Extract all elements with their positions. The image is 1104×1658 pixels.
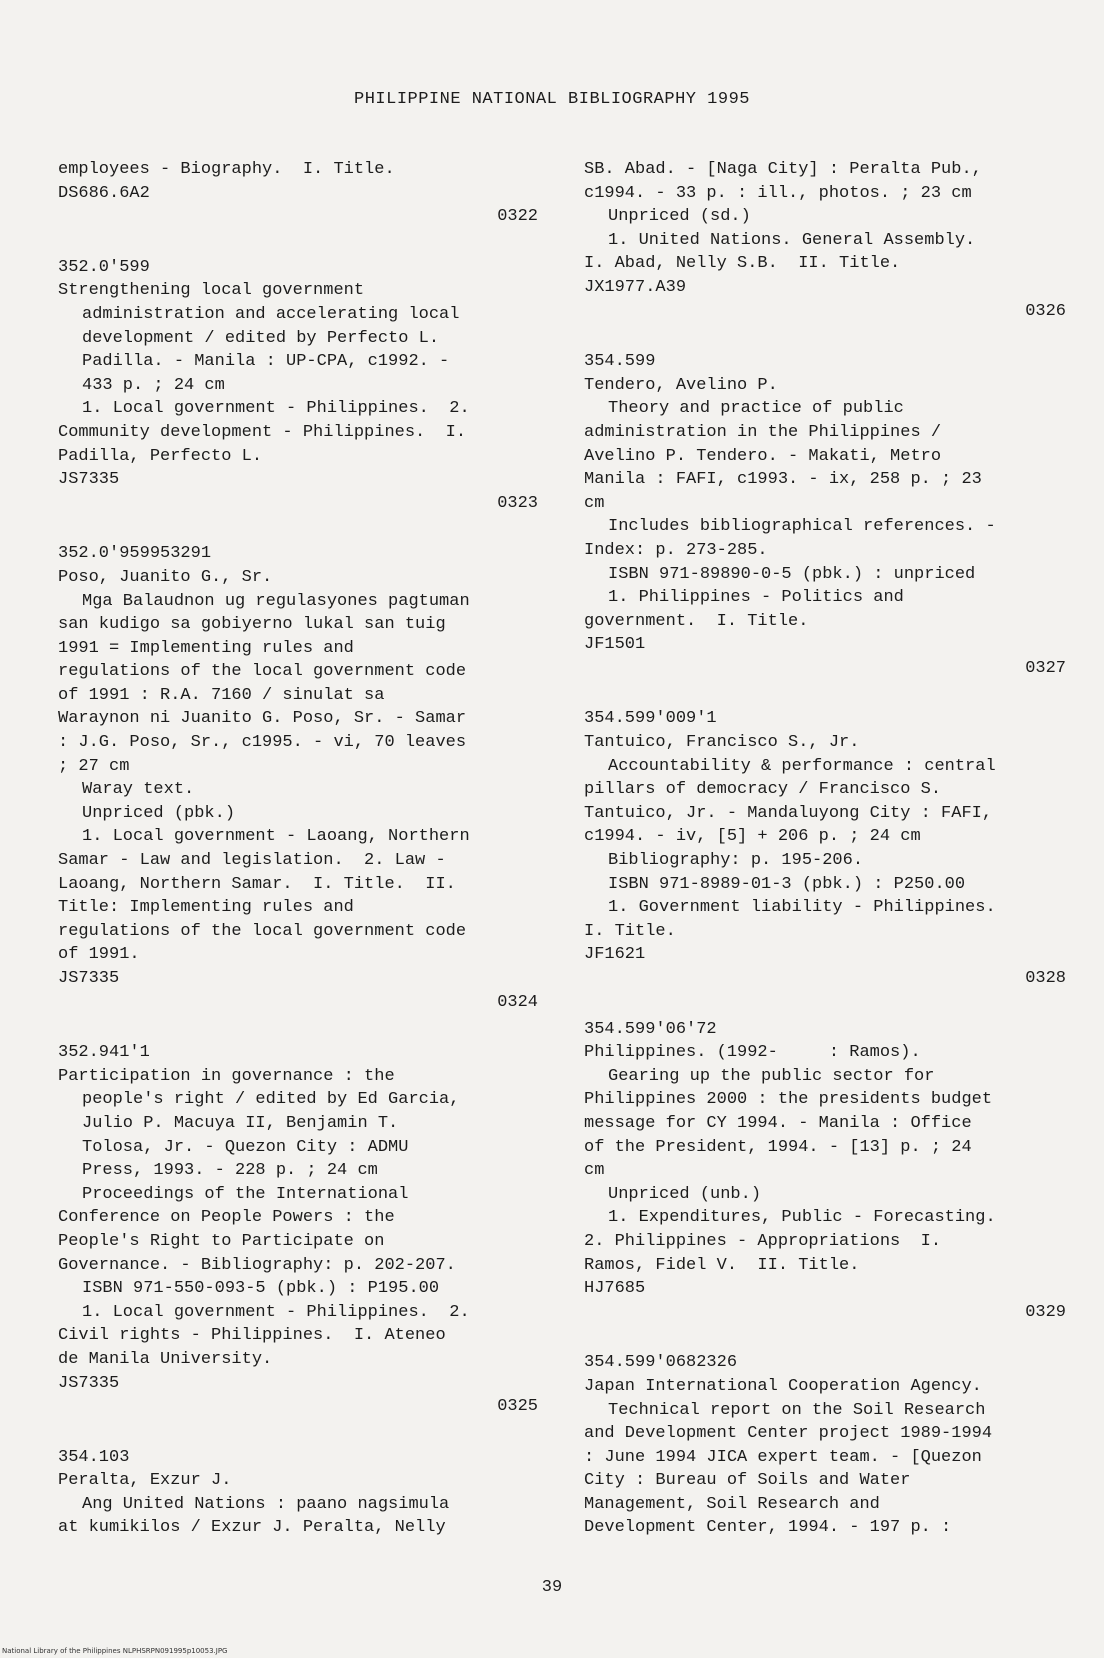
text-line: government. I. Title. bbox=[584, 611, 809, 631]
text-line: ISBN 971-550-093-5 (pbk.) : P195.00 bbox=[82, 1279, 440, 1299]
text-line: at kumikilos / Exzur J. Peralta, Nelly bbox=[58, 1518, 446, 1538]
text-line: 1. Expenditures, Public - Forecasting. bbox=[608, 1208, 996, 1228]
text-line: ISBN 971-8989-01-3 (pbk.) : P250.00 bbox=[608, 874, 966, 894]
call-number: JS7335 bbox=[58, 1373, 120, 1393]
entry-heading: Tendero, Avelino P. bbox=[584, 375, 778, 395]
text-line: 1. Local government - Philippines. 2. bbox=[82, 1302, 470, 1322]
entry-heading: Peralta, Exzur J. bbox=[58, 1471, 232, 1491]
entry-heading: Strengthening local government bbox=[58, 281, 365, 301]
text-line: Avelino P. Tendero. - Makati, Metro bbox=[584, 446, 942, 466]
text-line: Community development - Philippines. I. bbox=[58, 422, 467, 442]
text-line: Management, Soil Research and bbox=[584, 1494, 880, 1514]
text-line: Manila : FAFI, c1993. - ix, 258 p. ; 23 bbox=[584, 470, 982, 490]
text-line: Proceedings of the International bbox=[82, 1184, 409, 1204]
text-line: administration and accelerating local bbox=[82, 304, 460, 324]
text-line: City : Bureau of Soils and Water bbox=[584, 1471, 911, 1491]
text-line: I. Abad, Nelly S.B. II. Title. bbox=[584, 254, 901, 274]
text-line: Tolosa, Jr. - Quezon City : ADMU bbox=[82, 1137, 409, 1157]
text-line: Unpriced (pbk.) bbox=[82, 803, 236, 823]
text-line: people's right / edited by Ed Garcia, bbox=[82, 1090, 460, 1110]
scan-footer: National Library of the Philippines NLPHSRPN091995p10053.JPG bbox=[2, 1647, 228, 1655]
text-line: ; 27 cm bbox=[58, 756, 130, 776]
text-line: regulations of the local government code bbox=[58, 662, 467, 682]
text-line: Tantuico, Jr. - Mandaluyong City : FAFI, bbox=[584, 803, 993, 823]
entry-heading: Poso, Juanito G., Sr. bbox=[58, 567, 273, 587]
text-line: of the President, 1994. - [13] p. ; 24 bbox=[584, 1137, 972, 1157]
entry-number: 0328 bbox=[1025, 969, 1066, 988]
text-line: c1994. - iv, [5] + 206 p. ; 24 cm bbox=[584, 827, 921, 847]
entry-number: 0324 bbox=[497, 992, 538, 1012]
text-line: Philippines 2000 : the presidents budget bbox=[584, 1090, 993, 1110]
text-line: Ramos, Fidel V. II. Title. bbox=[584, 1255, 860, 1275]
classification-number: 354.599'0682326 bbox=[584, 1353, 738, 1373]
text-line: cm bbox=[584, 1161, 605, 1181]
text-line: Includes bibliographical references. - bbox=[608, 517, 996, 537]
text-line: Conference on People Powers : the bbox=[58, 1208, 395, 1228]
text-line: 1. Local government - Philippines. 2. bbox=[82, 399, 470, 419]
page-number: 39 bbox=[541, 1578, 563, 1597]
text-line: Technical report on the Soil Research bbox=[608, 1400, 986, 1420]
call-number: HJ7685 bbox=[584, 1279, 646, 1299]
text-line: Theory and practice of public bbox=[608, 399, 904, 419]
entry-number: 0327 bbox=[1025, 658, 1066, 678]
text-line: Padilla, Perfecto L. bbox=[58, 446, 263, 466]
text-line: People's Right to Participate on bbox=[58, 1231, 385, 1251]
text-line: 1991 = Implementing rules and bbox=[58, 638, 354, 658]
text-line: Accountability & performance : central bbox=[608, 756, 996, 776]
text-line: Title: Implementing rules and bbox=[58, 898, 354, 918]
text-line: regulations of the local government code bbox=[58, 921, 467, 941]
text-line: 2. Philippines - Appropriations I. bbox=[584, 1231, 942, 1251]
text-line: of 1991. bbox=[58, 945, 140, 965]
classification-number: 352.941'1 bbox=[58, 1043, 150, 1063]
text-line: Governance. - Bibliography: p. 202-207. bbox=[58, 1255, 456, 1275]
text-line: Index: p. 273-285. bbox=[584, 540, 768, 560]
entry-number: 0322 bbox=[497, 207, 538, 227]
text-line: san kudigo sa gobiyerno lukal san tuig bbox=[58, 615, 446, 635]
text-line: development / edited by Perfecto L. bbox=[82, 328, 440, 348]
classification-number: 354.599'009'1 bbox=[584, 709, 717, 729]
classification-number: 354.599'06'72 bbox=[584, 1019, 717, 1039]
call-number: JS7335 bbox=[58, 969, 120, 988]
text-line: Waray text. bbox=[82, 780, 195, 800]
text-line: : June 1994 JICA expert team. - [Quezon bbox=[584, 1447, 982, 1467]
text-line: Unpriced (unb.) bbox=[608, 1184, 762, 1204]
page-header: PHILIPPINE NATIONAL BIBLIOGRAPHY 1995 bbox=[354, 90, 750, 109]
entry-number: 0323 bbox=[497, 493, 538, 513]
text-line: de Manila University. bbox=[58, 1349, 273, 1369]
text-line: administration in the Philippines / bbox=[584, 422, 942, 442]
call-number: DS686.6A2 bbox=[58, 183, 150, 203]
classification-number: 354.103 bbox=[58, 1447, 130, 1467]
text-line: 1. Government liability - Philippines. bbox=[608, 898, 996, 918]
text-line: Padilla. - Manila : UP-CPA, c1992. - bbox=[82, 352, 450, 372]
text-line: Bibliography: p. 195-206. bbox=[608, 851, 864, 871]
text-line: 1. United Nations. General Assembly. bbox=[608, 230, 976, 250]
classification-number: 352.0'599 bbox=[58, 257, 150, 277]
entry-number: 0325 bbox=[497, 1397, 538, 1417]
text-line: Press, 1993. - 228 p. ; 24 cm bbox=[82, 1161, 378, 1181]
text-line: Samar - Law and legislation. 2. Law - bbox=[58, 851, 446, 871]
text-line: 1. Philippines - Politics and bbox=[608, 588, 904, 608]
entry-heading: Tantuico, Francisco S., Jr. bbox=[584, 733, 860, 753]
text-line: Laoang, Northern Samar. I. Title. II. bbox=[58, 874, 456, 894]
text-line: 1. Local government - Laoang, Northern bbox=[82, 827, 470, 847]
text-line: SB. Abad. - [Naga City] : Peralta Pub., bbox=[584, 160, 982, 179]
text-line: message for CY 1994. - Manila : Office bbox=[584, 1113, 972, 1133]
text-line: Gearing up the public sector for bbox=[608, 1066, 935, 1086]
text-line: employees - Biography. I. Title. bbox=[58, 160, 395, 179]
text-line: of 1991 : R.A. 7160 / sinulat sa bbox=[58, 685, 385, 705]
entry-heading: Japan International Cooperation Agency. bbox=[584, 1376, 982, 1396]
left-column bbox=[58, 158, 538, 1540]
text-line: pillars of democracy / Francisco S. bbox=[584, 780, 942, 800]
call-number: JX1977.A39 bbox=[584, 277, 687, 297]
entry-heading: Participation in governance : the bbox=[58, 1066, 395, 1086]
text-line: 433 p. ; 24 cm bbox=[82, 375, 225, 395]
entry-number: 0329 bbox=[1025, 1302, 1066, 1322]
text-line: : J.G. Poso, Sr., c1995. - vi, 70 leaves bbox=[58, 733, 467, 753]
text-line: Ang United Nations : paano nagsimula bbox=[82, 1494, 450, 1514]
text-line: Waraynon ni Juanito G. Poso, Sr. - Samar bbox=[58, 709, 467, 729]
text-line: Julio P. Macuya II, Benjamin T. bbox=[82, 1113, 399, 1133]
text-line: ISBN 971-89890-0-5 (pbk.) : unpriced bbox=[608, 564, 976, 584]
entry-heading: Philippines. (1992- : Ramos). bbox=[584, 1043, 921, 1063]
call-number: JS7335 bbox=[58, 470, 120, 490]
classification-number: 352.0'959953291 bbox=[58, 544, 212, 564]
text-line: cm bbox=[584, 493, 605, 513]
text-line: Mga Balaudnon ug regulasyones pagtuman bbox=[82, 591, 470, 611]
text-line: Development Center, 1994. - 197 p. : bbox=[584, 1518, 952, 1538]
text-line: I. Title. bbox=[584, 921, 676, 941]
text-line: c1994. - 33 p. : ill., photos. ; 23 cm bbox=[584, 183, 972, 203]
text-line: Civil rights - Philippines. I. Ateneo bbox=[58, 1326, 446, 1346]
classification-number: 354.599 bbox=[584, 352, 656, 372]
text-line: Unpriced (sd.) bbox=[608, 207, 751, 227]
text-line: and Development Center project 1989-1994 bbox=[584, 1424, 993, 1444]
call-number: JF1501 bbox=[584, 635, 646, 655]
right-column bbox=[584, 158, 1066, 1540]
call-number: JF1621 bbox=[584, 945, 646, 965]
entry-number: 0326 bbox=[1025, 301, 1066, 321]
